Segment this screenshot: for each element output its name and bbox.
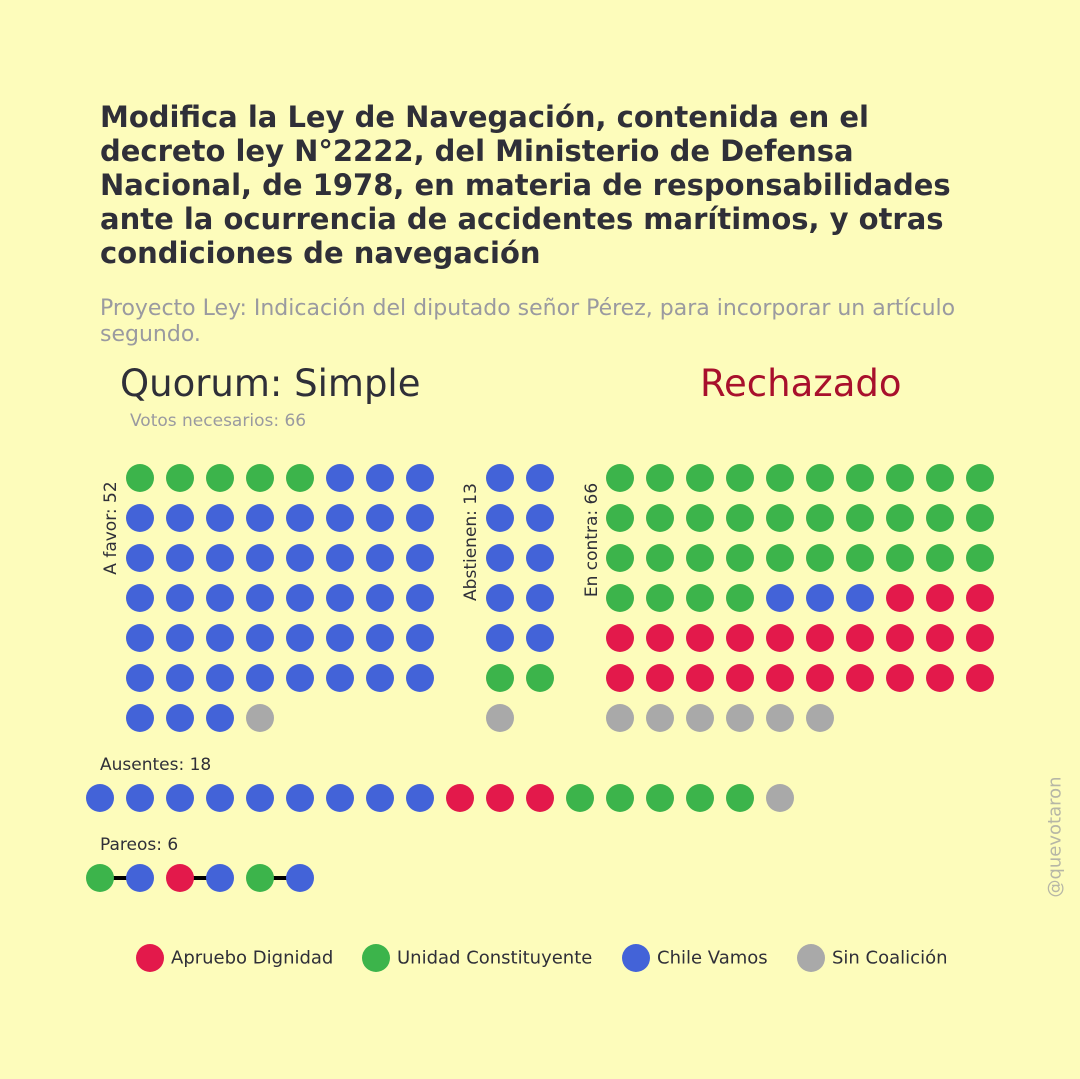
favor-vote-dot [406, 504, 434, 532]
contra-group-label: En contra: 66 [582, 482, 602, 598]
absent-vote-dot [246, 784, 274, 812]
contra-vote-dot [766, 504, 794, 532]
contra-vote-dot [966, 504, 994, 532]
abst-vote-dot [526, 584, 554, 612]
favor-vote-dot [326, 464, 354, 492]
contra-vote-dot [846, 504, 874, 532]
contra-vote-dot [646, 704, 674, 732]
legend-swatch-ad [136, 944, 164, 972]
contra-vote-dot [926, 464, 954, 492]
pair-vote-dot [206, 864, 234, 892]
pair-vote-dot [126, 864, 154, 892]
contra-vote-dot [686, 504, 714, 532]
favor-vote-dot [366, 664, 394, 692]
favor-vote-dot [126, 624, 154, 652]
absent-vote-dot [166, 784, 194, 812]
abst-vote-dot [486, 464, 514, 492]
favor-vote-dot [166, 624, 194, 652]
favor-vote-dot [246, 664, 274, 692]
absent-vote-dot [286, 784, 314, 812]
favor-vote-dot [246, 544, 274, 572]
absent-vote-dot [606, 784, 634, 812]
contra-vote-dot [806, 584, 834, 612]
contra-vote-dot [926, 504, 954, 532]
absent-vote-dot [686, 784, 714, 812]
contra-vote-dot [846, 624, 874, 652]
favor-vote-dot [126, 704, 154, 732]
contra-vote-dot [886, 464, 914, 492]
contra-vote-dot [846, 464, 874, 492]
contra-vote-dot [686, 464, 714, 492]
contra-vote-dot [726, 464, 754, 492]
absent-vote-dot [486, 784, 514, 812]
contra-vote-dot [886, 544, 914, 572]
abst-vote-dot [486, 704, 514, 732]
favor-vote-dot [286, 584, 314, 612]
absent-vote-dot [326, 784, 354, 812]
favor-vote-dot [406, 624, 434, 652]
quorum-label: Quorum: Simple [120, 362, 421, 405]
abst-vote-dot [526, 544, 554, 572]
contra-vote-dot [726, 544, 754, 572]
favor-vote-dot [246, 504, 274, 532]
contra-vote-dot [806, 624, 834, 652]
contra-vote-dot [686, 704, 714, 732]
favor-vote-dot [206, 504, 234, 532]
contra-vote-dot [806, 464, 834, 492]
favor-vote-dot [206, 624, 234, 652]
favor-vote-dot [126, 504, 154, 532]
contra-vote-dot [726, 704, 754, 732]
contra-vote-dot [766, 464, 794, 492]
favor-vote-dot [246, 584, 274, 612]
contra-vote-dot [966, 464, 994, 492]
legend-label-ad: Apruebo Dignidad [171, 947, 334, 969]
favor-vote-dot [366, 624, 394, 652]
favor-vote-dot [286, 504, 314, 532]
abst-group-label: Abstienen: 13 [461, 483, 481, 601]
contra-vote-dot [806, 504, 834, 532]
contra-vote-dot [606, 504, 634, 532]
pair-vote-dot [246, 864, 274, 892]
contra-vote-dot [846, 584, 874, 612]
favor-vote-dot [206, 544, 234, 572]
contra-vote-dot [806, 664, 834, 692]
absent-vote-dot [366, 784, 394, 812]
favor-vote-dot [286, 464, 314, 492]
absent-vote-dot [206, 784, 234, 812]
contra-vote-dot [806, 704, 834, 732]
favor-group-label: A favor: 52 [101, 481, 121, 575]
pair-vote-dot [286, 864, 314, 892]
favor-vote-dot [206, 584, 234, 612]
abst-vote-dot [526, 464, 554, 492]
favor-vote-dot [326, 504, 354, 532]
contra-vote-dot [726, 504, 754, 532]
favor-vote-dot [406, 544, 434, 572]
contra-vote-dot [966, 584, 994, 612]
contra-vote-dot [926, 544, 954, 572]
contra-vote-dot [766, 544, 794, 572]
chart-subtitle: Proyecto Ley: Indicación del diputado señor Pérez, para incorporar un artículo segundo. [100, 296, 956, 347]
favor-vote-dot [246, 624, 274, 652]
favor-vote-dot [206, 664, 234, 692]
contra-vote-dot [766, 704, 794, 732]
favor-vote-dot [366, 584, 394, 612]
favor-vote-dot [166, 464, 194, 492]
favor-vote-dot [286, 544, 314, 572]
contra-vote-dot [646, 544, 674, 572]
abst-vote-dot [486, 504, 514, 532]
contra-vote-dot [766, 624, 794, 652]
absent-vote-dot [406, 784, 434, 812]
contra-vote-dot [686, 544, 714, 572]
favor-vote-dot [366, 504, 394, 532]
favor-vote-dot [126, 664, 154, 692]
result-label: Rechazado [700, 362, 902, 405]
contra-vote-dot [646, 504, 674, 532]
favor-vote-dot [326, 584, 354, 612]
legend-swatch-cv [622, 944, 650, 972]
favor-vote-dot [366, 544, 394, 572]
pair-vote-dot [86, 864, 114, 892]
absent-vote-dot [446, 784, 474, 812]
absent-vote-dot [766, 784, 794, 812]
favor-vote-dot [166, 664, 194, 692]
contra-vote-dot [646, 664, 674, 692]
favor-vote-dot [326, 664, 354, 692]
absent-group-label: Ausentes: 18 [100, 755, 212, 775]
contra-vote-dot [966, 664, 994, 692]
contra-vote-dot [606, 464, 634, 492]
favor-vote-dot [126, 544, 154, 572]
abst-vote-dot [526, 664, 554, 692]
contra-vote-dot [966, 624, 994, 652]
chart-title: Modifica la Ley de Navegación, contenida en el decreto ley N°2222, del Ministerio de Defensa Nacional, de 1978, en materia de responsabilidades ante la ocurrencia de accidentes marítimos, y otras condiciones de navegación [100, 100, 951, 270]
favor-vote-dot [286, 624, 314, 652]
contra-vote-dot [606, 704, 634, 732]
favor-vote-dot [206, 464, 234, 492]
legend-label-uc: Unidad Constituyente [397, 947, 593, 969]
contra-vote-dot [966, 544, 994, 572]
legend-swatch-sc [797, 944, 825, 972]
contra-vote-dot [926, 624, 954, 652]
favor-vote-dot [166, 544, 194, 572]
favor-vote-dot [406, 464, 434, 492]
contra-vote-dot [846, 664, 874, 692]
contra-vote-dot [886, 624, 914, 652]
favor-vote-dot [286, 664, 314, 692]
favor-vote-dot [166, 504, 194, 532]
votes-needed-label: Votos necesarios: 66 [130, 411, 307, 431]
favor-vote-dot [206, 704, 234, 732]
favor-vote-dot [246, 704, 274, 732]
contra-vote-dot [846, 544, 874, 572]
contra-vote-dot [766, 584, 794, 612]
pair-vote-dot [166, 864, 194, 892]
contra-vote-dot [806, 544, 834, 572]
abst-vote-dot [526, 624, 554, 652]
contra-vote-dot [766, 664, 794, 692]
favor-vote-dot [126, 464, 154, 492]
absent-vote-dot [646, 784, 674, 812]
contra-vote-dot [606, 664, 634, 692]
favor-vote-dot [246, 464, 274, 492]
contra-vote-dot [926, 664, 954, 692]
contra-vote-dot [606, 624, 634, 652]
contra-vote-dot [726, 624, 754, 652]
contra-vote-dot [686, 584, 714, 612]
favor-vote-dot [166, 584, 194, 612]
contra-vote-dot [646, 624, 674, 652]
legend-label-sc: Sin Coalición [832, 947, 948, 969]
contra-vote-dot [886, 664, 914, 692]
abst-vote-dot [486, 584, 514, 612]
abst-vote-dot [486, 664, 514, 692]
contra-vote-dot [886, 504, 914, 532]
legend-label-cv: Chile Vamos [657, 947, 768, 969]
contra-vote-dot [726, 664, 754, 692]
contra-vote-dot [646, 584, 674, 612]
absent-vote-dot [566, 784, 594, 812]
contra-vote-dot [606, 584, 634, 612]
abst-vote-dot [486, 624, 514, 652]
favor-vote-dot [166, 704, 194, 732]
contra-vote-dot [606, 544, 634, 572]
favor-vote-dot [326, 544, 354, 572]
favor-vote-dot [366, 464, 394, 492]
favor-vote-dot [406, 584, 434, 612]
abst-vote-dot [486, 544, 514, 572]
contra-vote-dot [726, 584, 754, 612]
favor-vote-dot [406, 664, 434, 692]
pairs-group-label: Pareos: 6 [100, 835, 179, 855]
contra-vote-dot [686, 624, 714, 652]
absent-vote-dot [86, 784, 114, 812]
legend-swatch-uc [362, 944, 390, 972]
watermark: @quevotaron [1044, 776, 1066, 898]
contra-vote-dot [646, 464, 674, 492]
absent-vote-dot [526, 784, 554, 812]
abst-vote-dot [526, 504, 554, 532]
favor-vote-dot [326, 624, 354, 652]
contra-vote-dot [886, 584, 914, 612]
favor-vote-dot [126, 584, 154, 612]
contra-vote-dot [686, 664, 714, 692]
absent-vote-dot [726, 784, 754, 812]
contra-vote-dot [926, 584, 954, 612]
absent-vote-dot [126, 784, 154, 812]
